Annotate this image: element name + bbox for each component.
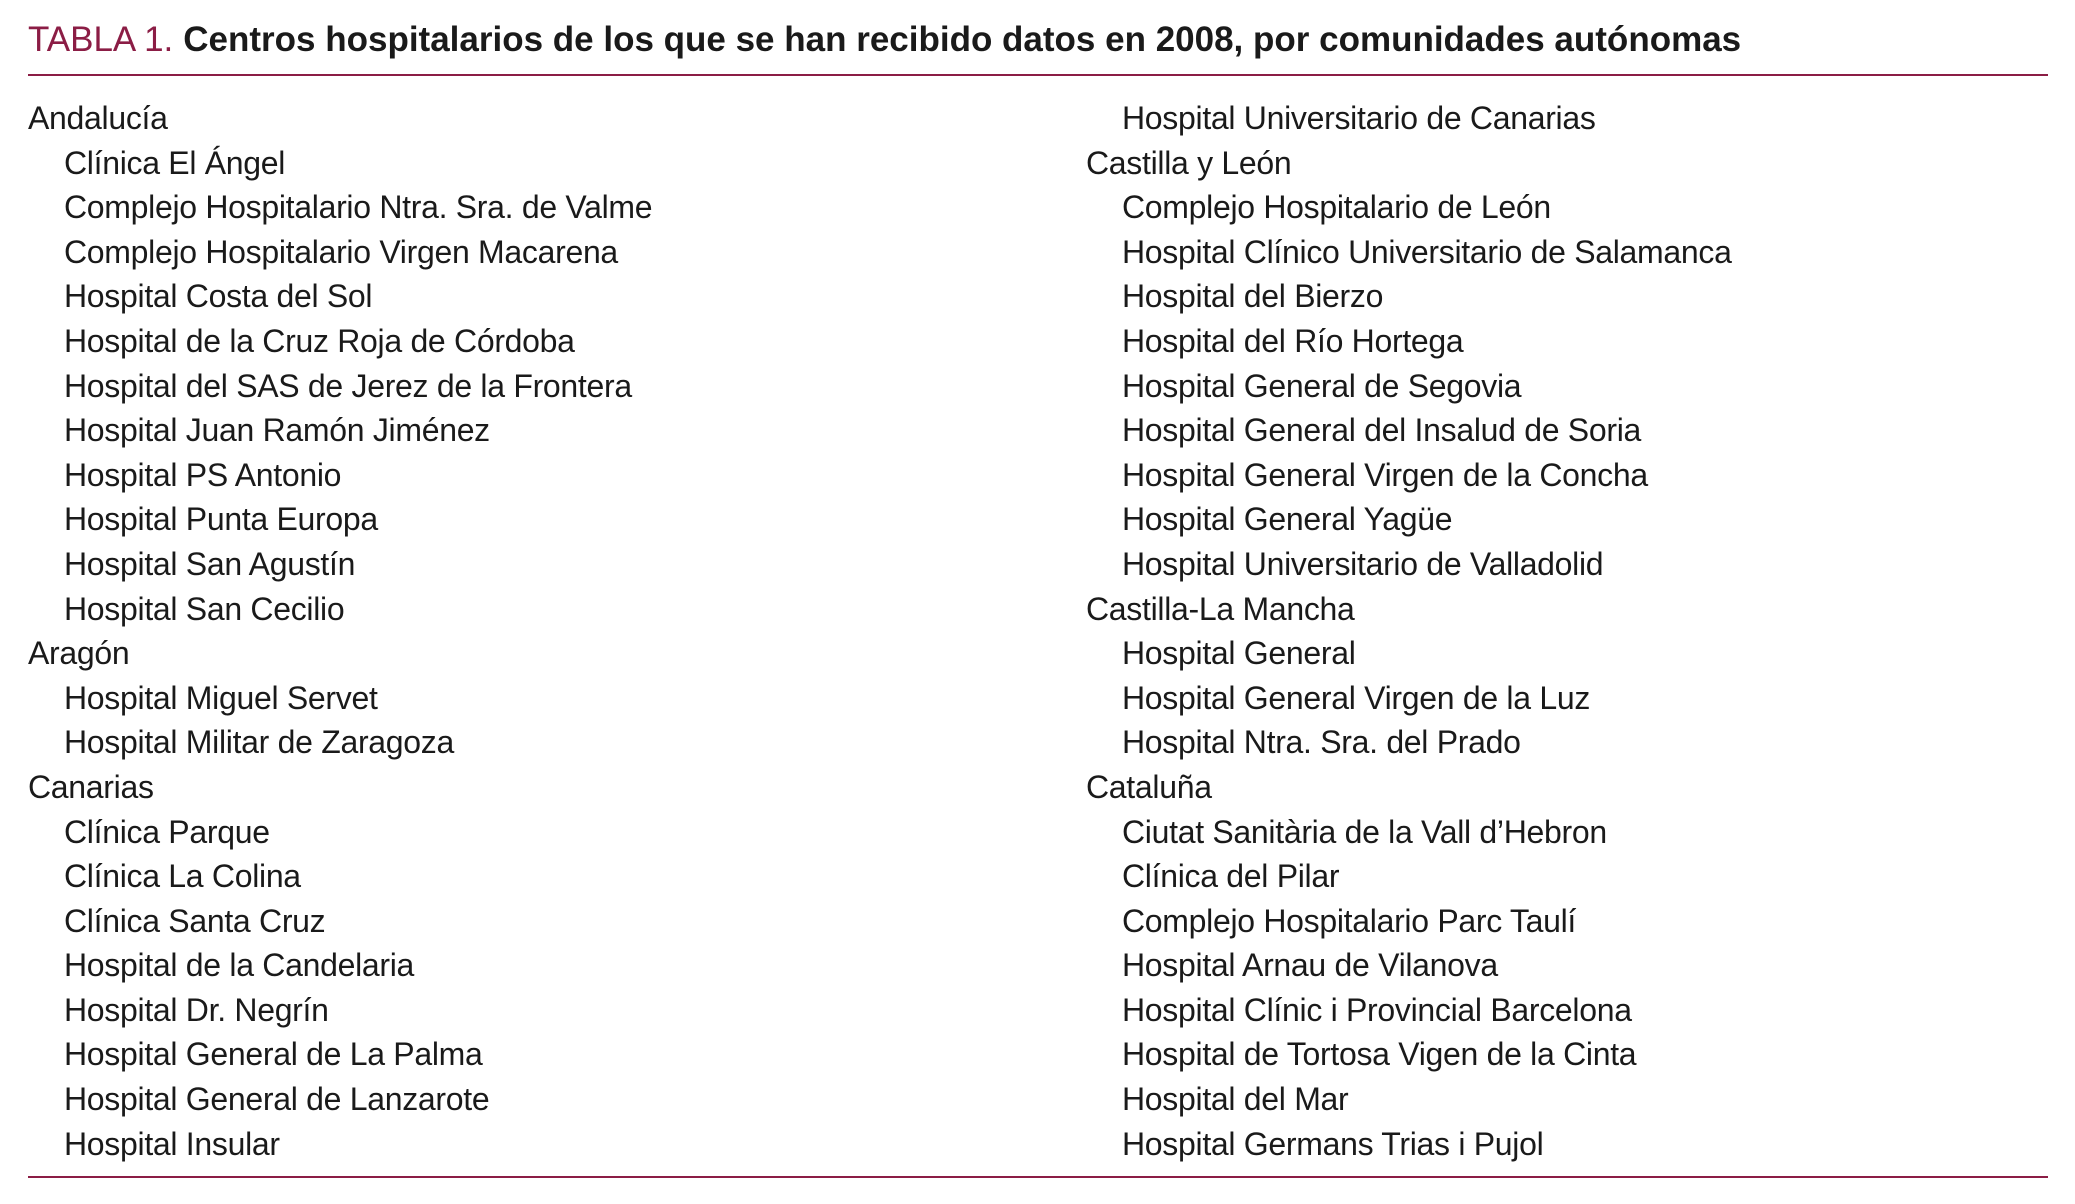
hospital-item: Hospital Punta Europa (64, 501, 378, 538)
hospital-item: Hospital del Río Hortega (1122, 322, 1464, 359)
table-label: TABLA 1. (28, 20, 174, 59)
hospital-item: Hospital de la Candelaria (64, 947, 415, 984)
region-heading: Andalucía (28, 100, 168, 136)
hospital-item: Complejo Hospitalario Parc Taulí (1122, 902, 1577, 939)
hospital-item: Hospital General del Insalud de Soria (1122, 412, 1641, 449)
hospital-item: Hospital Universitario de Valladolid (1122, 545, 1604, 582)
hospital-item: Hospital General (1122, 635, 1356, 672)
region-heading: Aragón (28, 635, 130, 672)
table-header (28, 14, 2048, 66)
hospital-item: Clínica La Colina (64, 858, 301, 895)
hospital-item: Hospital Clínico Universitario de Salamanca (1122, 233, 1732, 270)
hospital-item: Hospital de Tortosa Vigen de la Cinta (1122, 1036, 1637, 1073)
hospital-item: Hospital Clínic i Provincial Barcelona (1122, 991, 1632, 1028)
hospital-item: Clínica El Ángel (64, 144, 286, 181)
hospital-item: Hospital del Mar (1122, 1081, 1349, 1118)
table-title: Centros hospitalarios de los que se han recibido datos en 2008, por comunidades autónomas (183, 20, 1742, 59)
hospital-item: Hospital del SAS de Jerez de la Frontera (64, 367, 632, 404)
hospital-item: Clínica Santa Cruz (64, 902, 326, 939)
hospital-item: Hospital Juan Ramón Jiménez (64, 412, 490, 449)
hospital-item: Hospital Miguel Servet (64, 679, 378, 716)
hospital-item: Hospital Universitario de Canarias (1122, 100, 1596, 136)
hospital-item: Hospital Insular (64, 1125, 280, 1162)
region-heading: Castilla y León (1086, 144, 1292, 181)
hospital-item: Complejo Hospitalario de León (1122, 189, 1551, 226)
hospital-item: Hospital General Virgen de la Luz (1122, 679, 1591, 716)
hospital-item: Hospital General de Lanzarote (64, 1081, 490, 1118)
hospital-item: Hospital Ntra. Sra. del Prado (1122, 724, 1521, 761)
hospital-item: Clínica del Pilar (1122, 858, 1340, 895)
region-heading: Castilla-La Mancha (1086, 590, 1355, 627)
hospital-item: Hospital de la Cruz Roja de Córdoba (64, 322, 575, 359)
left-column (28, 96, 1028, 1166)
hospital-item: Hospital San Agustín (64, 545, 356, 582)
hospital-item: Hospital General Yagüe (1122, 501, 1453, 538)
hospital-item: Hospital San Cecilio (64, 590, 345, 627)
hospital-item: Complejo Hospitalario Ntra. Sra. de Valme (64, 189, 653, 226)
hospital-item: Hospital Germans Trias i Pujol (1122, 1125, 1544, 1162)
right-column (1086, 96, 2075, 1166)
hospital-item: Hospital Militar de Zaragoza (64, 724, 454, 761)
hospital-item: Hospital Costa del Sol (64, 278, 373, 315)
region-heading: Cataluña (1086, 768, 1212, 805)
hospital-item: Hospital PS Antonio (64, 456, 342, 493)
hospital-item: Hospital Arnau de Vilanova (1122, 947, 1498, 984)
hospital-item: Hospital General de Segovia (1122, 367, 1522, 404)
hospital-item: Ciutat Sanitària de la Vall d’Hebron (1122, 813, 1607, 850)
hospital-item: Hospital General de La Palma (64, 1036, 483, 1073)
top-rule (28, 74, 2048, 76)
hospital-item: Hospital del Bierzo (1122, 278, 1384, 315)
hospital-item: Hospital General Virgen de la Concha (1122, 456, 1648, 493)
region-heading: Canarias (28, 768, 154, 805)
hospital-item: Hospital Dr. Negrín (64, 991, 329, 1028)
bottom-rule (28, 1176, 2048, 1178)
hospital-item: Clínica Parque (64, 813, 270, 850)
hospital-item: Complejo Hospitalario Virgen Macarena (64, 233, 618, 270)
